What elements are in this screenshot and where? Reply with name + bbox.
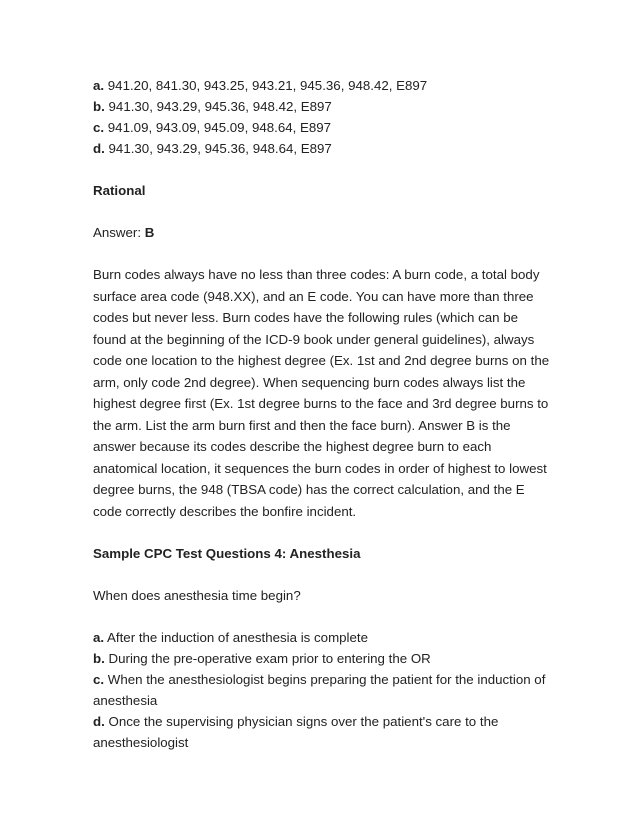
burn-option-b [93, 96, 553, 117]
option-letter: c. [93, 120, 105, 135]
anesthesia-option-a [93, 627, 553, 648]
explanation-line: arm, only code 2nd degree). When sequencing burn codes always list the [93, 374, 526, 390]
explanation-line: code one location to the highest degree (Ex. 1st and 2nd degree burns on the [93, 353, 550, 368]
option-letter: b. [93, 651, 105, 666]
anesthesia-option-c-continued: anesthesia [93, 693, 158, 708]
document-page [93, 75, 553, 753]
option-text: 941.09, 943.09, 945.09, 948.64, E897 [104, 120, 332, 135]
answer-line [93, 222, 553, 243]
anesthesia-option-c [93, 669, 553, 690]
explanation-line: surface area code (948.XX), and an E code. You can have more than three [93, 288, 534, 304]
option-text: 941.30, 943.29, 945.36, 948.42, E897 [104, 99, 332, 114]
explanation-line: the arm. List the arm burn first and then the face burn). Answer B is the [93, 417, 511, 433]
anesthesia-option-d [93, 711, 553, 732]
explanation-line: highest degree first (Ex. 1st degree burns to the face and 3rd degree burns to [93, 396, 549, 411]
anesthesia-option-b [93, 648, 553, 669]
section-heading: Sample CPC Test Questions 4: Anesthesia [93, 546, 361, 561]
option-text: 941.30, 943.29, 945.36, 948.64, E897 [104, 141, 332, 156]
option-letter: c. [93, 672, 105, 687]
option-letter: d. [93, 714, 105, 729]
explanation-paragraph [93, 264, 553, 522]
burn-option-d [93, 138, 553, 159]
explanation-line: found at the beginning of the ICD-9 book under general guidelines), always [93, 331, 535, 347]
explanation-line: degree burns, the 948 (TBSA code) has the correct calculation, and the E [93, 482, 525, 497]
option-text: During the pre-operative exam prior to entering the OR [104, 651, 431, 666]
burn-option-c [93, 117, 553, 138]
option-text: Once the supervising physician signs over the patient's care to the [104, 714, 499, 729]
answer-label: Answer: [93, 225, 145, 240]
rationale-heading: Rational [93, 183, 146, 198]
explanation-line: code correctly describes the bonfire incident. [93, 503, 357, 519]
answer-value: B [144, 225, 155, 240]
question-text: When does anesthesia time begin? [93, 588, 301, 603]
explanation-line: Burn codes always have no less than three codes: A burn code, a total body [93, 267, 540, 282]
option-letter: a. [93, 78, 105, 93]
option-text: 941.20, 841.30, 943.25, 943.21, 945.36, 948.42, E897 [104, 78, 428, 93]
option-letter: b. [93, 99, 105, 114]
option-letter: a. [93, 630, 105, 645]
explanation-line: codes but never less. Burn codes have the following rules (which can be [93, 310, 519, 325]
option-letter: d. [93, 141, 105, 156]
option-text: After the induction of anesthesia is complete [104, 630, 368, 645]
explanation-line: answer because its codes describe the highest degree burn to each [93, 439, 492, 454]
burn-option-a [93, 75, 553, 96]
explanation-line: anatomical location, it sequences the burn codes in order of highest to lowest [93, 460, 547, 476]
anesthesia-option-d-continued: anesthesiologist [93, 735, 189, 750]
option-text: When the anesthesiologist begins preparing the patient for the induction of [104, 672, 546, 687]
